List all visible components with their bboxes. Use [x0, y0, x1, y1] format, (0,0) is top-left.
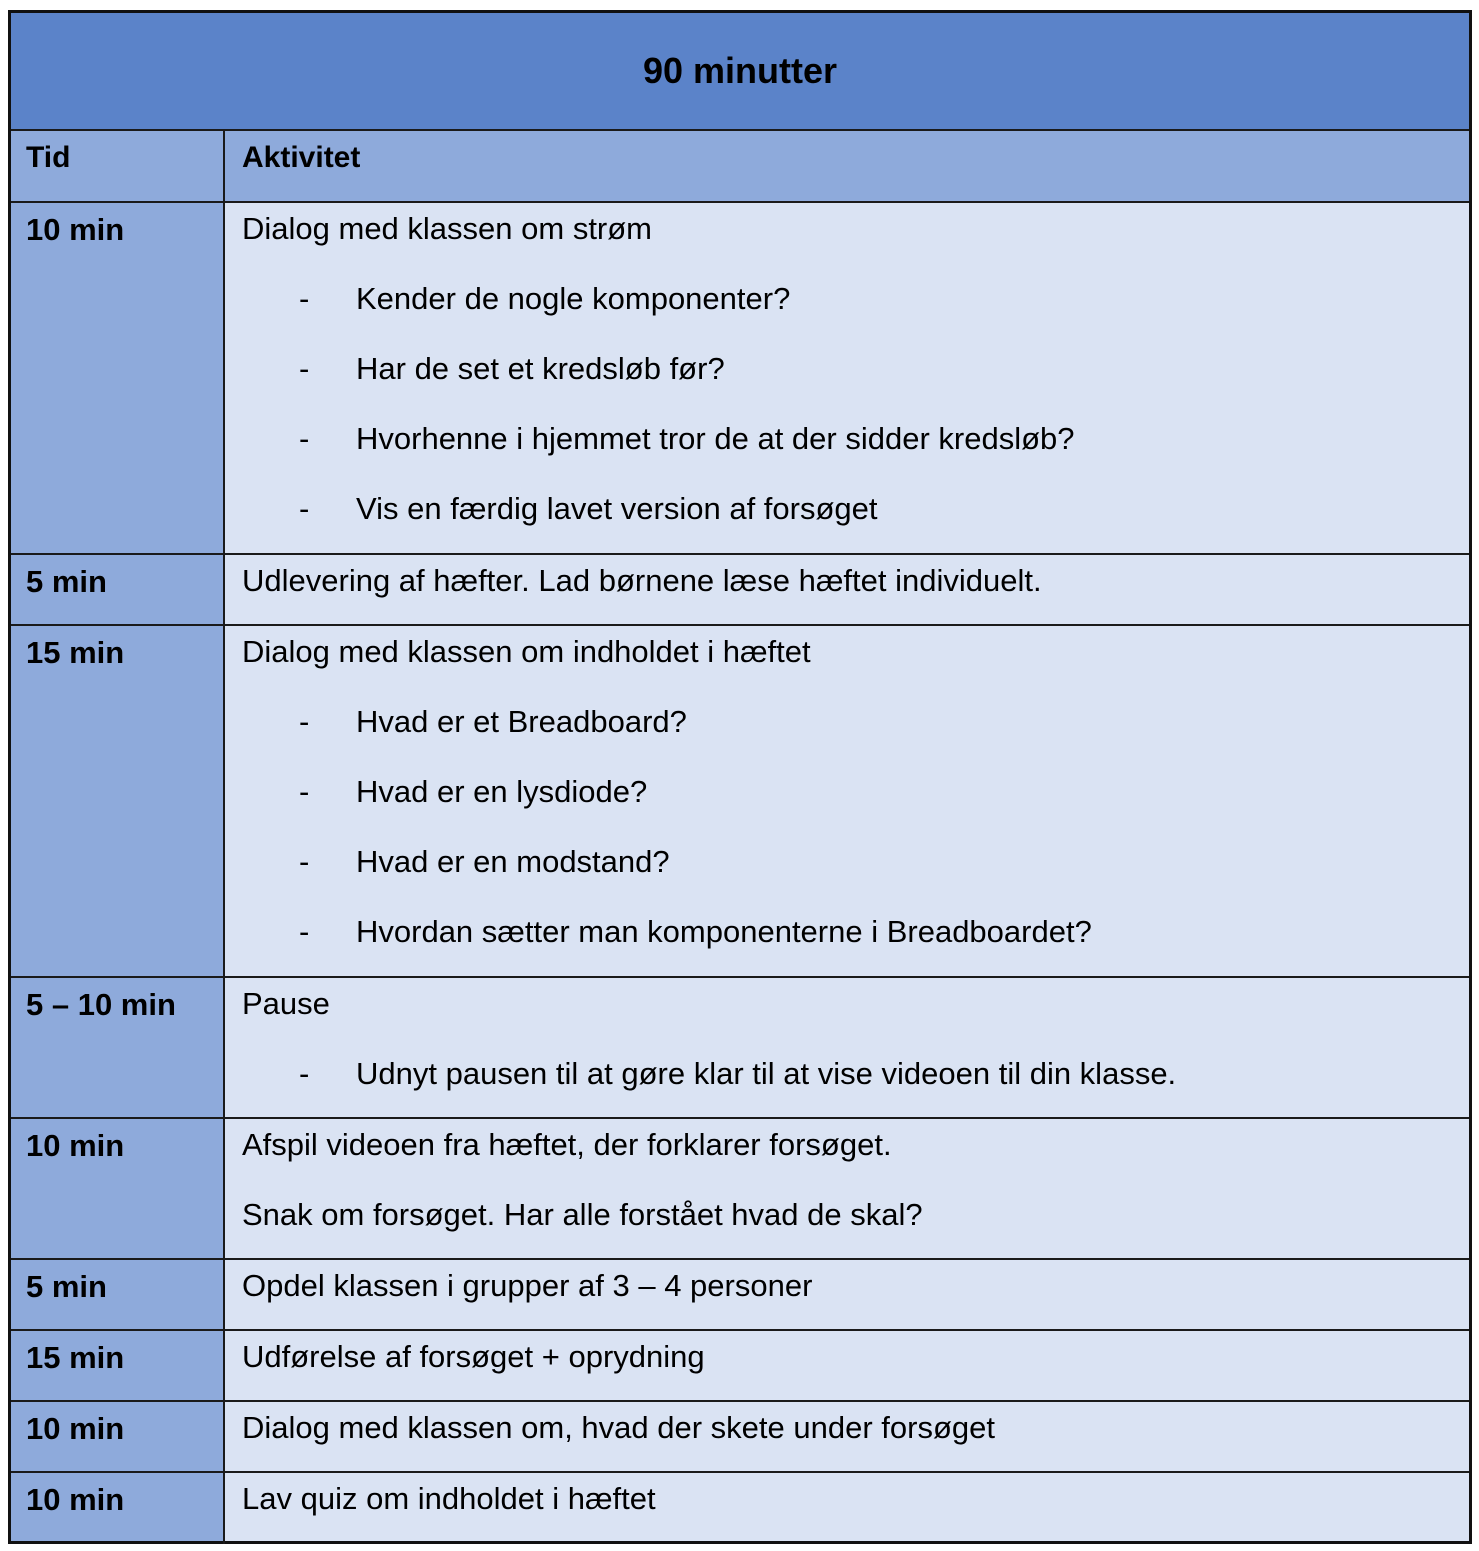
activity-text: Udførelse af forsøget + oprydning: [242, 1339, 705, 1374]
time-cell: [11, 978, 223, 1117]
activity-text-second: Snak om forsøget. Har alle forstået hvad de skal?: [242, 1197, 923, 1232]
schedule-table: [8, 10, 1472, 1544]
bullet-item: Har de set et kredsløb før?: [356, 351, 725, 386]
header-time: Tid: [26, 141, 71, 174]
table-row: [11, 555, 1469, 626]
bullet-marker: -: [299, 774, 310, 809]
bullet-item: Hvorhenne i hjemmet tror de at der sidder kredsløb?: [356, 421, 1075, 456]
bullet-marker: -: [299, 491, 310, 526]
time-cell: [11, 626, 223, 976]
bullet-marker: -: [299, 351, 310, 386]
time-label: 15 min: [26, 635, 125, 670]
time-cell: [11, 1473, 223, 1541]
activity-text: Udlevering af hæfter. Lad børnene læse hæftet individuelt.: [242, 563, 1042, 598]
time-label: 15 min: [26, 1340, 125, 1375]
activity-text: Dialog med klassen om indholdet i hæftet: [242, 634, 811, 669]
bullet-item: Vis en færdig lavet version af forsøget: [356, 491, 878, 526]
header-activity: Aktivitet: [242, 141, 361, 174]
column-divider: [223, 131, 225, 1544]
time-cell: [11, 555, 223, 624]
activity-text: Pause: [242, 986, 330, 1021]
time-cell: [11, 203, 223, 553]
time-label: 10 min: [26, 1482, 125, 1517]
bullet-item: Hvad er en lysdiode?: [356, 774, 648, 809]
time-label: 5 min: [26, 564, 107, 599]
bullet-item: Udnyt pausen til at gøre klar til at vise videoen til din klasse.: [356, 1056, 1177, 1091]
bullet-item: Hvad er et Breadboard?: [356, 704, 687, 739]
time-cell: [11, 1402, 223, 1471]
bullet-marker: -: [299, 421, 310, 456]
table-row: [11, 1473, 1469, 1541]
bullet-item: Hvad er en modstand?: [356, 844, 670, 879]
activity-text: Opdel klassen i grupper af 3 – 4 personer: [242, 1268, 813, 1303]
bullet-marker: -: [299, 1056, 310, 1091]
table-row: [11, 1402, 1469, 1473]
time-label: 10 min: [26, 212, 125, 247]
time-cell: [11, 1331, 223, 1400]
time-label: 10 min: [26, 1411, 125, 1446]
time-label: 5 min: [26, 1269, 107, 1304]
activity-text: Lav quiz om indholdet i hæftet: [242, 1481, 656, 1516]
time-label: 10 min: [26, 1128, 125, 1163]
time-label: 5 – 10 min: [26, 987, 176, 1022]
bullet-marker: -: [299, 281, 310, 316]
bullet-marker: -: [299, 844, 310, 879]
bullet-item: Kender de nogle komponenter?: [356, 281, 791, 316]
table-row: [11, 626, 1469, 978]
activity-text: Dialog med klassen om strøm: [242, 211, 653, 246]
table-row: [11, 1331, 1469, 1402]
table-row: [11, 1119, 1469, 1260]
bullet-marker: -: [299, 914, 310, 949]
activity-text: Dialog med klassen om, hvad der skete under forsøget: [242, 1410, 995, 1445]
time-cell: [11, 1119, 223, 1258]
time-cell: [11, 1260, 223, 1329]
bullet-item: Hvordan sætter man komponenterne i Breadboardet?: [356, 914, 1092, 949]
activity-text: Afspil videoen fra hæftet, der forklarer forsøget.: [242, 1127, 892, 1162]
table-row: [11, 203, 1469, 555]
table-row: [11, 978, 1469, 1119]
bullet-marker: -: [299, 704, 310, 739]
table-row: [11, 1260, 1469, 1331]
table-title: 90 minutter: [11, 13, 1469, 131]
header-row: [11, 131, 1469, 203]
